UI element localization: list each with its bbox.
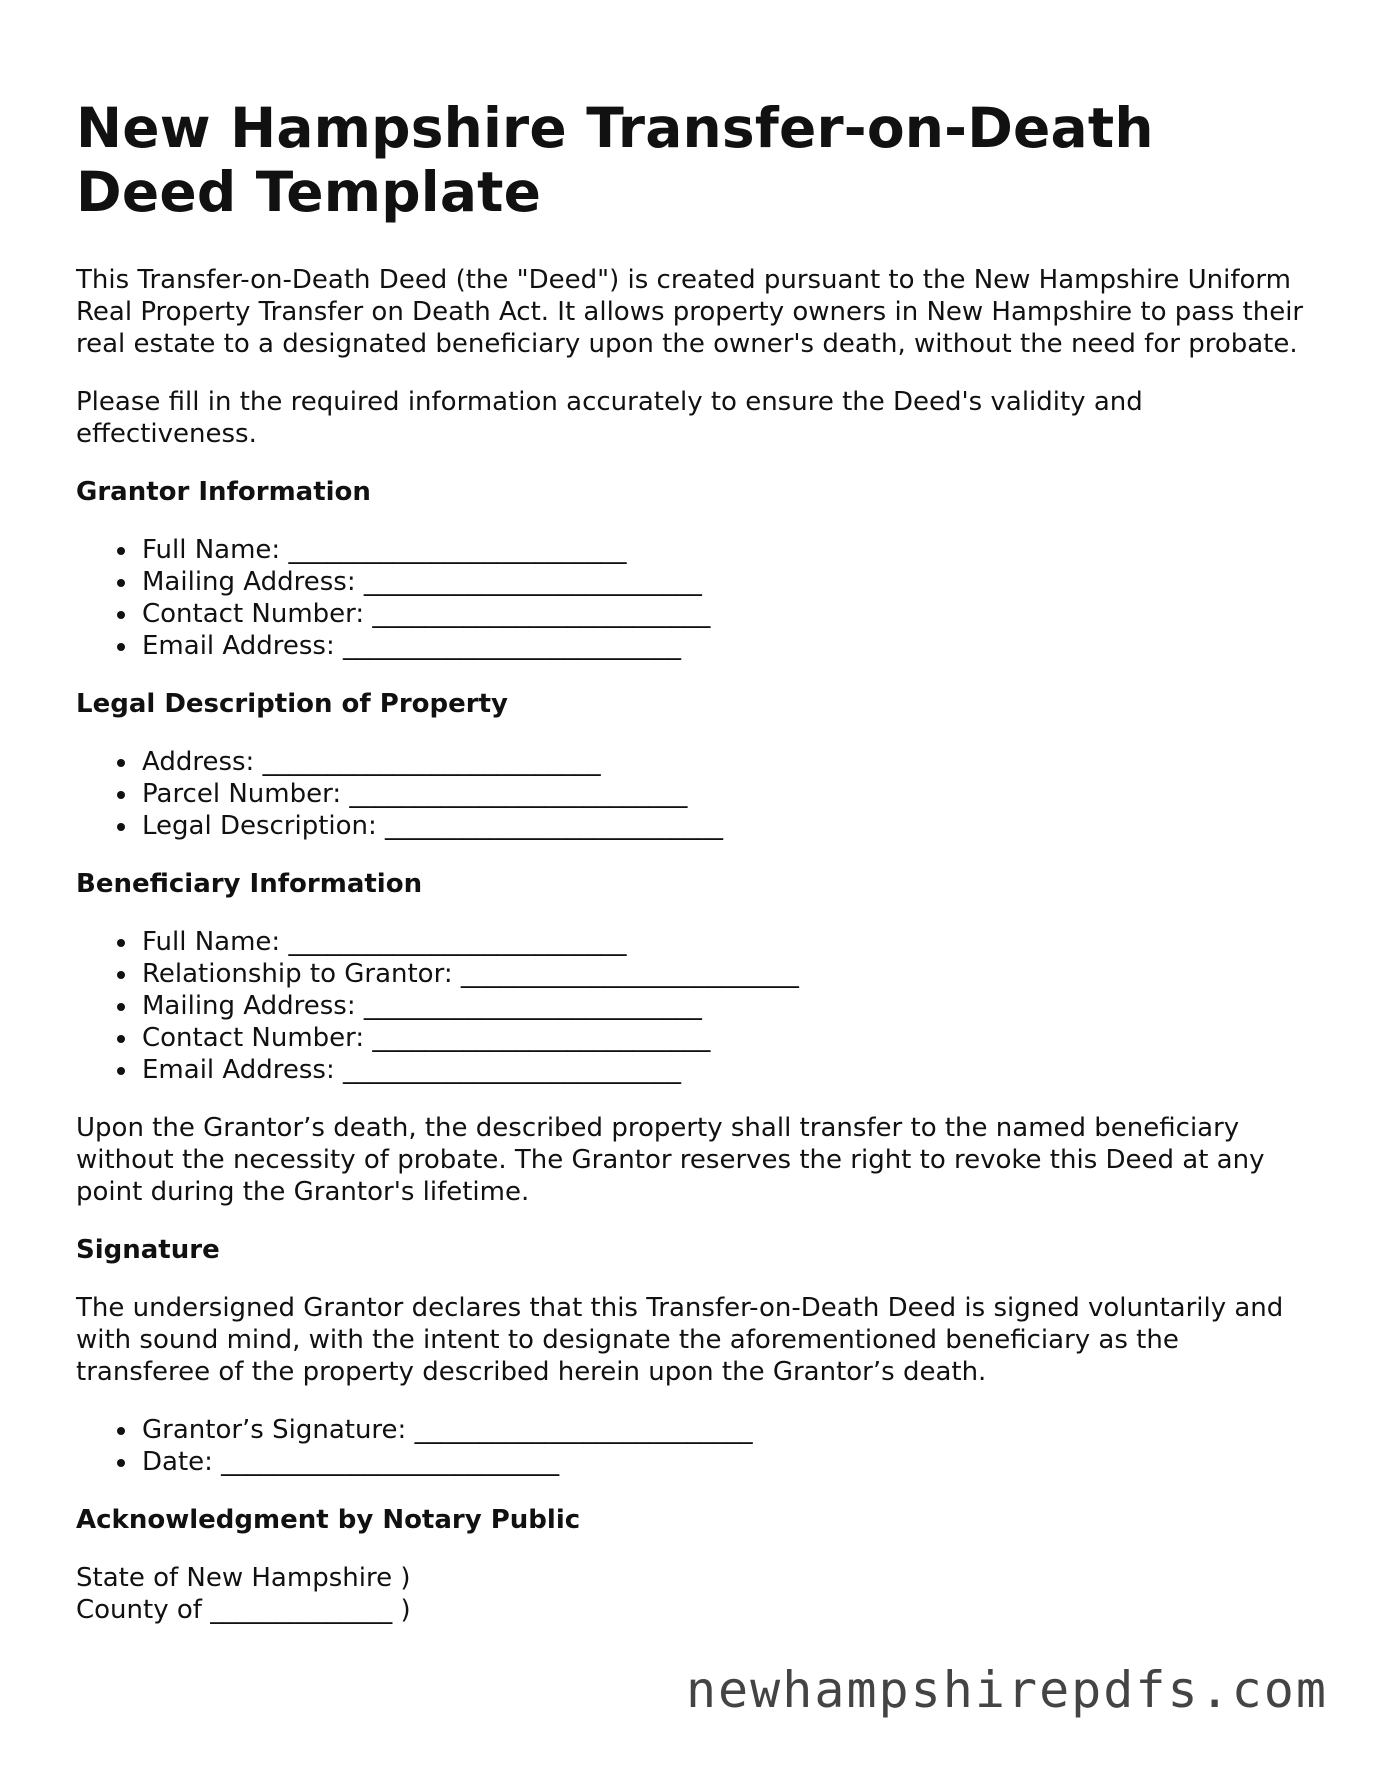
beneficiary-heading: Beneficiary Information [76,869,423,899]
beneficiary-list [76,926,1306,1086]
grantor-signature-field: Grantor’s Signature: __________________________ [142,1414,1306,1446]
beneficiary-full-name-field: Full Name: __________________________ [142,926,1306,958]
notary-venue [76,1562,1306,1626]
property-list [76,746,1306,842]
site-watermark: newhampshirepdfs.com [685,1661,1328,1719]
transfer-clause-paragraph: Upon the Grantor’s death, the described property shall transfer to the named beneficiary without the necessity of probate. The Grantor reserves the right to revoke this Deed at any point during the Grantor's lifetime. [76,1113,1265,1207]
property-legal-description-field: Legal Description: __________________________ [142,810,1306,842]
signature-date-field: Date: __________________________ [142,1446,1306,1478]
grantor-mailing-address-field: Mailing Address: __________________________ [142,566,1306,598]
grantor-contact-number-field: Contact Number: __________________________ [142,598,1306,630]
notary-heading: Acknowledgment by Notary Public [76,1505,581,1535]
notary-county-line: County of ______________ ) [76,1595,411,1625]
document-page [76,96,1306,1626]
intro-paragraph: This Transfer-on-Death Deed (the "Deed") is created pursuant to the New Hampshire Uniform Real Property Transfer on Death Act. It allows property owners in New Hampshire to pass their real estate to a designated beneficiary upon the owner's death, without the need for probate. [76,265,1304,359]
instruction-paragraph: Please fill in the required information accurately to ensure the Deed's validity and effectiveness. [76,387,1143,449]
grantor-heading: Grantor Information [76,477,371,507]
signature-list [76,1414,1306,1478]
grantor-email-address-field: Email Address: __________________________ [142,630,1306,662]
beneficiary-contact-number-field: Contact Number: __________________________ [142,1022,1306,1054]
beneficiary-mailing-address-field: Mailing Address: __________________________ [142,990,1306,1022]
signature-declaration-paragraph: The undersigned Grantor declares that this Transfer-on-Death Deed is signed voluntarily and with sound mind, with the intent to designate the aforementioned beneficiary as the transferee of the property described herein upon the Grantor’s death. [76,1293,1284,1387]
property-heading: Legal Description of Property [76,689,508,719]
property-address-field: Address: __________________________ [142,746,1306,778]
property-parcel-number-field: Parcel Number: __________________________ [142,778,1306,810]
grantor-list [76,534,1306,662]
document-title: New Hampshire Transfer-on-Death Deed Template [76,96,1154,224]
signature-heading: Signature [76,1235,220,1265]
beneficiary-relationship-field: Relationship to Grantor: __________________________ [142,958,1306,990]
notary-state-line: State of New Hampshire ) [76,1563,411,1593]
beneficiary-email-address-field: Email Address: __________________________ [142,1054,1306,1086]
grantor-full-name-field: Full Name: __________________________ [142,534,1306,566]
